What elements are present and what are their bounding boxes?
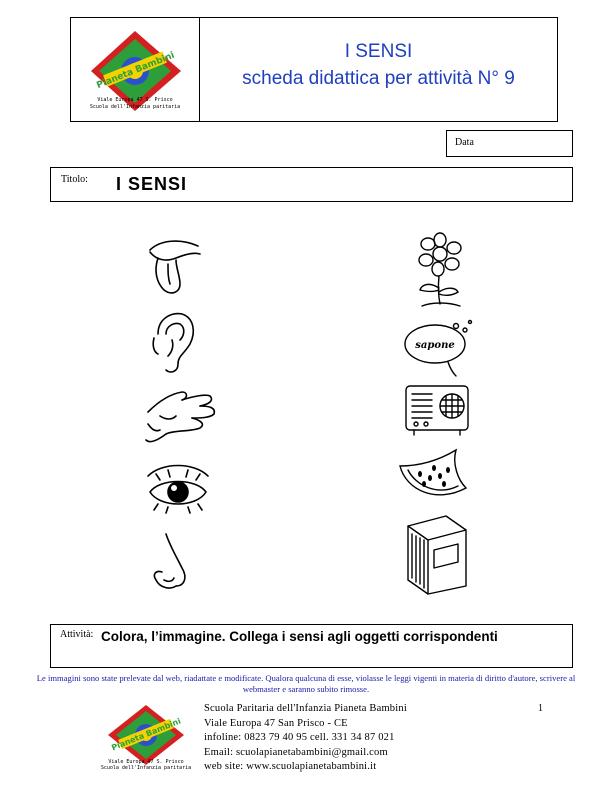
- footer-logo-brand: Pianeta Bambini: [110, 716, 183, 753]
- footer-logo-address: Viale Europa 47 S. Prisco: [108, 759, 184, 765]
- date-label: Data: [455, 137, 474, 148]
- footer-phones: infoline: 0823 79 40 95 cell. 331 34 87 021: [204, 732, 395, 744]
- footer-school-name: Scuola Paritaria dell'Infanzia Pianeta Bambini: [204, 703, 407, 714]
- watermelon-icon[interactable]: [396, 446, 474, 506]
- logo-address: Viale Europa 47 S. Prisco: [97, 97, 173, 103]
- flower-icon[interactable]: [408, 232, 470, 310]
- footer-logo: [100, 701, 192, 771]
- ear-icon[interactable]: [150, 310, 198, 376]
- footer-address: Viale Europa 47 San Prisco - CE: [204, 717, 348, 729]
- header-title: [200, 38, 557, 92]
- soap-icon[interactable]: [402, 318, 476, 378]
- header-title-line1: I SENSI: [344, 41, 413, 62]
- title-value: I SENSI: [116, 174, 188, 194]
- logo-brand: Pianeta Bambini: [95, 50, 177, 92]
- copyright-disclaimer: Le immagini sono state prelevate dal web, riadattate e modificate. Qualora qualcuna di esse, violasse le leggi vigenti in materia di diritto d'autore, scrivere al webmaster e saranno subito rimosse.: [36, 673, 576, 694]
- header-title-line2: scheda didattica per attività N° 9: [242, 68, 515, 89]
- school-logo: [83, 25, 188, 115]
- hand-icon[interactable]: [140, 386, 220, 448]
- page-number: 1: [538, 703, 543, 714]
- nose-icon[interactable]: [148, 530, 192, 594]
- activity-label: Attività:: [60, 629, 94, 640]
- header-box: [70, 17, 558, 122]
- date-field[interactable]: [446, 130, 573, 157]
- footer-website[interactable]: web site: www.scuolapianetabambini.it: [204, 761, 377, 773]
- activity-instructions: Colora, l’immagine. Collega i sensi agli oggetti corrispondenti: [101, 629, 498, 644]
- logo-subtitle: Scuola dell'Infanzia paritaria: [89, 104, 181, 110]
- eye-icon[interactable]: [144, 458, 212, 516]
- footer-contact-info: [204, 702, 407, 775]
- title-label: Titolo:: [61, 174, 88, 185]
- soap-label: sapone: [415, 340, 455, 351]
- footer-email[interactable]: Email: scuolapianetabambini@gmail.com: [204, 746, 388, 758]
- activity-box: [50, 624, 573, 668]
- footer-logo-subtitle: Scuola dell'Infanzia paritaria: [100, 765, 192, 771]
- book-icon[interactable]: [400, 512, 472, 596]
- tongue-icon[interactable]: [146, 238, 208, 296]
- title-box: [50, 167, 573, 202]
- radio-icon[interactable]: [402, 380, 472, 440]
